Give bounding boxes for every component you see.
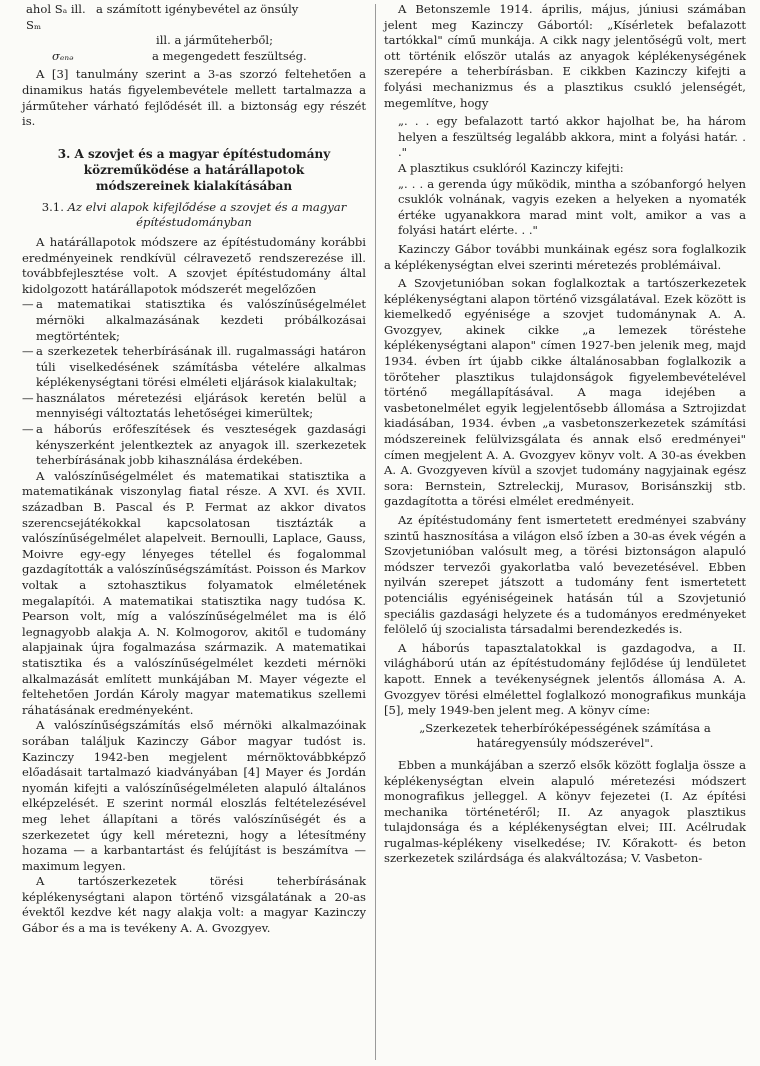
subsection-heading [22, 200, 366, 231]
definition-text: a megengedett feszültség. [152, 48, 307, 63]
section-heading-line: módszereinek kialakításában [95, 178, 293, 193]
paragraph: A valószínűségszámítás első mérnöki alkalmazóinak sorában találjuk Kazinczy Gábor magyar tudóst is. Kazinczy 1942-ben megjelent mérnöktovábbképző előadásait tartalmazó kiadványában [4] Mayer és Jordán nyomán kifejti a valószínűségelméleten alapuló általános elképzelését. E szerint normál eloszlás feltételezésével meg lehet állapítani a törés valószínűségét és a szerkezetet úgy kell méretezni, hogy a létesítmény hozama — a karbantartást és felújítást is beszámítva — maximum legyen. [22, 718, 366, 873]
dash-marker: — [22, 422, 34, 437]
definition-symbol: σₑₙₔ [52, 48, 74, 63]
definition-row [22, 33, 366, 49]
paragraph: A valószínűségelmélet és matematikai statisztika a matematikának viszonylag fiatal része. A XVI. és XVII. században B. Pascal és P. Fermat az akkor divatos szerencsejátékokkal kapcsolatosan tisztázták a valószínűségelmélet alapelveit. Bernoulli, Laplace, Gauss, Moivre egy-egy lényeges tétellel és fogalommal gazdagították a valószínűségszámítást. Poisson és Markov voltak a sztohasztikus folyamatok elméletének megalapítói. A matematikai statisztika nagy tudósa K. Pearson volt, míg a valószínűségelmélet ma is élő legnagyobb alakja A. N. Kolmogorov, akitől e tudomány alapjainak újra fogalmazása származik. A matematikai statisztika és a valószínűségelmélet kezdeti mérnöki alkalmazását említett munkájában M. Mayer végezte el feltehetően Jordán Károly magyar matematikus szellemi ráhatásának eredményeként. [22, 468, 366, 717]
list-item-text: használatos méretezési eljárások keretén belül a mennyiségi változtatás lehetőségei kimerültek; [36, 390, 366, 421]
dash-marker: — [22, 297, 34, 312]
right-column [384, 2, 746, 867]
definition-symbol [22, 33, 92, 49]
paragraph: Kazinczy Gábor további munkáinak egész sora foglalkozik a képlékenységtan elvei szerinti méretezés problémáival. [384, 241, 746, 272]
list-item-text: a szerkezetek teherbírásának ill. rugalmassági határon túli viselkedésének számításba vételére alkalmas képlékenységtani törési elméleti eljárások kialakultak; [36, 344, 366, 390]
dash-marker: — [22, 344, 34, 359]
list-item-text: a matematikai statisztika és valószínűségelmélet mérnöki alkalmazásának kezdeti próbálkozásai megtörténtek; [36, 297, 366, 343]
list-item [22, 422, 366, 469]
definition-row [22, 2, 366, 33]
paragraph: A plasztikus csuklóról Kazinczy kifejti: [398, 160, 624, 175]
definition-row [22, 49, 366, 65]
definition-text: a számított igénybevétel az önsúly [96, 2, 299, 16]
list-item-text: a háborús erőfeszítések és veszteségek gazdasági kényszerként jelentkeztek az anyagok ill. szerkezetek teherbírásának jobb kihasználása érdekében. [36, 422, 366, 468]
definition-text: ill. a járműteherből; [156, 33, 274, 48]
subsection-title: építéstudományban [136, 215, 252, 230]
section-heading-line: közreműködése a határállapotok [83, 162, 305, 177]
definition-symbol: ahol Sₐ ill. Sₘ [26, 2, 86, 32]
quotation: „. . . egy befalazott tartó akkor hajolhat be, ha három helyen a feszültség legalább akkora, mint a folyási határ. . ." [398, 114, 746, 160]
paragraph: A Szovjetunióban sokan foglalkoztak a tartószerkezetek képlékenységtani alapon történő vizsgálatával. Ezek között is kiemelkedő egyénisége a szovjet tudománynak A. A. Gvozgyev, akinek cikke „a lemezek töréstehe képlékenységtani alapon" címen 1927-ben jelenik meg, majd 1934. évben írt újabb cikke általánosabban foglalkozik a törőteher plasztikus tulajdonságok figyelembevételével történő megállapításával. A maga idejében a vasbetonelmélet egyik legjelentősebb állomása a Sztrojizdat kiadásában, 1934. évben „a vasbetonszerkezetek számítási módszereinek felülvizsgálata és annak első eredményei" címen megjelent A. A. Gvozgyev könyv volt. A 30-as években A. A. Gvozgyeven kívül a szovjet tudomány nagyjainak egész sora: Bernstein, Sztreleckij, Murasov, Borisánszkij stb. gazdagította a törési elmélet eredményeit. [384, 276, 746, 509]
subsection-title: Az elvi alapok kifejlődése a szovjet és a magyar [67, 199, 347, 214]
section-heading-line: 3. A szovjet és a magyar építéstudomány [57, 146, 331, 161]
left-column [22, 2, 366, 937]
book-title-quotation: „Szerkezetek teherbíróképességének számítása a határegyensúly módszerével". [419, 720, 711, 751]
dash-marker: — [22, 390, 34, 405]
paragraph: A tartószerkezetek törési teherbírásának képlékenységtani alapon történő vizsgálatának a 20-as évektől kezdve két nagy alakja volt: a magyar Kazinczy Gábor és a ma is tevékeny A. A. Gvozgyev. [22, 874, 366, 936]
quotation: „. . . a gerenda úgy működik, mintha a szóbanforgó helyen csuklók volnának, vagyis ezeken a helyeken a nyomaték értéke ugyanakkora marad mint volt, amikor a vas a folyási határt elérte. . ." [398, 176, 746, 238]
paragraph: A határállapotok módszere az építéstudomány korábbi eredményeinek rendkívül célravezető rendszerezése ill. továbbfejlesztése volt. A szovjet építéstudomány által kidolgozott határállapotok módszerét megelőzően [22, 234, 366, 296]
list-item [22, 297, 366, 344]
paragraph: A Betonszemle 1914. április, május, júniusi számában jelent meg Kazinczy Gábortól: „Kísérletek befalazott tartókkal" című munkája. A cikk nagy jelentőségű volt, mert ott történik először utalás az anyagok képlékenységének szerepére a teherbírásban. E cikkben Kazinczy kifejti a folyási mechanizmus és a plasztikus csukló jelenségét, megemlítve, hogy [384, 2, 746, 110]
paragraph: Ebben a munkájában a szerző elsők között foglalja össze a képlékenységtan elvein alapuló méretezési módszert monografikus jelleggel. A könyv fejezetei (I. Az építési mechanika történetéről; II. Az anyagok plasztikus tulajdonsága és a képlékenységtan elvei; III. Acélrudak rugalmas-képlékeny viselkedése; IV. Kőrakott- és beton szerkezetek szilárdsága és alakváltozása; V. Vasbeton- [384, 757, 746, 866]
paragraph: A háborús tapasztalatokkal is gazdagodva, a II. világháború után az építéstudomány fejlődése új lendületet kapott. Ennek a tevékenységnek jelentős állomása A. A. Gvozgyev törési elmélettel foglalkozó monografikus munkája [5], mely 1949-ben jelent meg. A könyv címe: [384, 640, 746, 718]
subsection-number: 3.1. [41, 199, 64, 214]
list-item [22, 344, 366, 391]
paragraph: Az építéstudomány fent ismertetett eredményei szabvány szintű hasznosítása a világon első ízben a 30-as évek végén a Szovjetunióban valósult meg, a törési biztonságon alapuló módszer tervezői gyakorlatba való bevezetésével. Ebben nyilván szerepet játszott a tudomány fent ismertetett potenciális egyéniségeinek hatásán túl a Szovjetunió speciális gazdasági helyzete és a tudományos eredményeket felölelő új szocialista társadalmi berendezkedés is. [384, 513, 746, 637]
column-divider [375, 4, 376, 1060]
section-heading [22, 146, 366, 194]
list-item [22, 391, 366, 422]
paragraph: A [3] tanulmány szerint a 3-as szorzó feltehetően a dinamikus hatás figyelembevétele mellett tartalmazza a járműteher várható fejlődését ill. a biztonság egy részét is. [22, 67, 366, 129]
